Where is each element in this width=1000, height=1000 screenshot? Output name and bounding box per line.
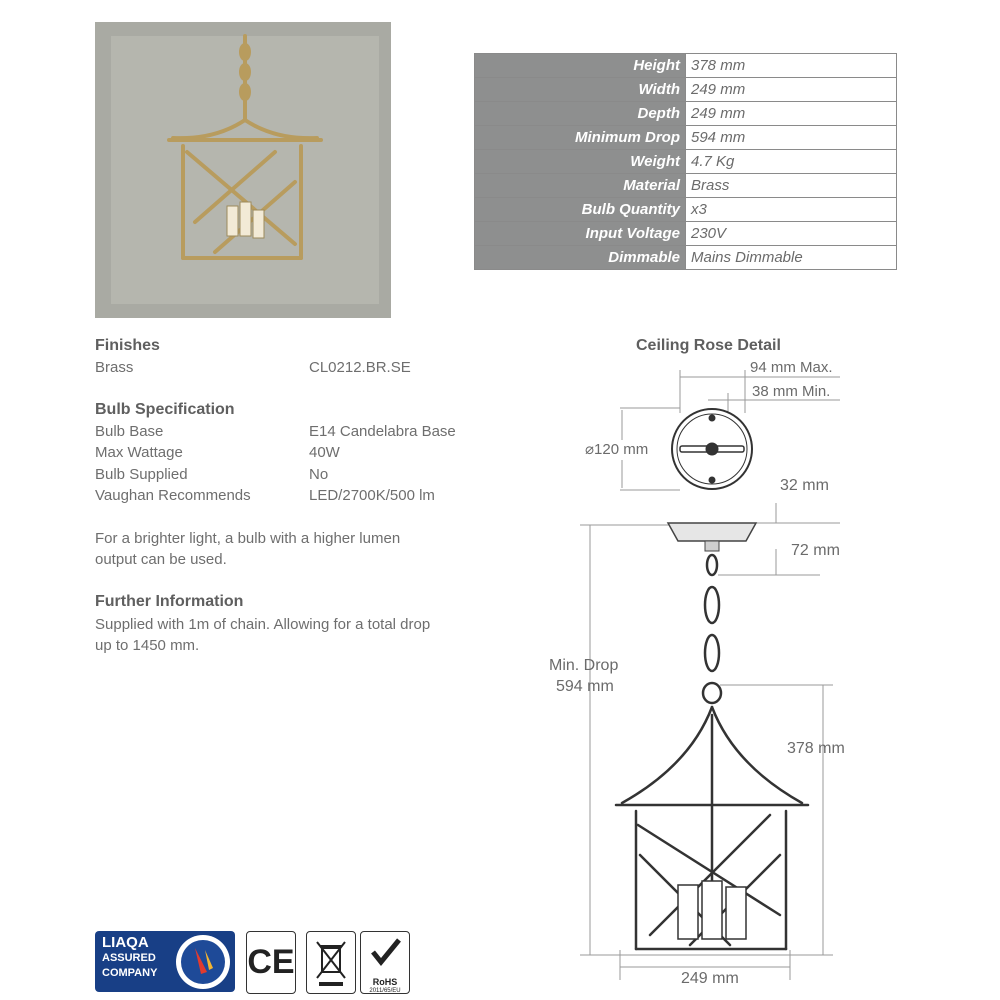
spec-value: 4.7 Kg [686, 150, 897, 174]
table-row [475, 54, 897, 78]
spec-value: 230V [686, 222, 897, 246]
dim-72mm: 72 mm [791, 542, 840, 559]
spec-value: 378 mm [686, 54, 897, 78]
spec-value: Mains Dimmable [686, 246, 897, 270]
finish-code: CL0212.BR.SE [309, 359, 411, 376]
dim-min-drop-value: 594 mm [556, 678, 614, 695]
liaqa-emblem-icon [175, 934, 231, 990]
bulb-note-line2: output can be used. [95, 551, 227, 568]
weee-bin-icon [306, 931, 356, 994]
table-row [475, 222, 897, 246]
bulb-spec-value: E14 Candelabra Base [309, 423, 456, 440]
finish-name: Brass [95, 359, 134, 376]
spec-label: Bulb Quantity [475, 198, 686, 222]
bulb-spec-label: Bulb Supplied [95, 466, 188, 483]
diagram-title: Ceiling Rose Detail [636, 337, 781, 354]
further-info-line2: up to 1450 mm. [95, 637, 200, 654]
table-row [475, 246, 897, 270]
dim-diameter: ⌀120 mm [585, 441, 649, 458]
dim-94-max: 94 mm Max. [750, 359, 833, 376]
dim-width: 249 mm [681, 970, 739, 987]
spec-label: Height [475, 54, 686, 78]
bulb-spec-value: LED/2700K/500 lm [309, 487, 435, 504]
ce-mark-text: CE [247, 943, 295, 981]
further-info-line1: Supplied with 1m of chain. Allowing for a total drop [95, 616, 431, 633]
bulb-spec-value: 40W [309, 444, 340, 461]
further-info-heading: Further Information [95, 593, 244, 610]
spec-label: Minimum Drop [475, 126, 686, 150]
bulb-spec-heading: Bulb Specification [95, 401, 235, 418]
spec-value: 249 mm [686, 102, 897, 126]
rohs-text: RoHS [372, 977, 398, 987]
spec-label: Material [475, 174, 686, 198]
spec-value: x3 [686, 198, 897, 222]
finishes-heading: Finishes [95, 337, 160, 354]
rohs-icon [360, 931, 410, 994]
spec-table [474, 53, 897, 270]
spec-label: Depth [475, 102, 686, 126]
dim-min-drop-label: Min. Drop [549, 657, 619, 674]
table-row [475, 174, 897, 198]
product-photo-lantern [95, 22, 391, 318]
bulb-spec-label: Bulb Base [95, 423, 164, 440]
spec-value: 249 mm [686, 78, 897, 102]
dim-32mm: 32 mm [780, 477, 829, 494]
rohs-sub: 2011/65/EU [369, 988, 401, 994]
liaqa-text: COMPANY [102, 967, 158, 979]
liaqa-logo [95, 931, 235, 992]
bulb-spec-value: No [309, 466, 329, 483]
dim-38-min: 38 mm Min. [752, 383, 831, 400]
spec-value: 594 mm [686, 126, 897, 150]
spec-label: Dimmable [475, 246, 686, 270]
spec-label: Weight [475, 150, 686, 174]
spec-value: Brass [686, 174, 897, 198]
liaqa-text: LIAQA [102, 934, 149, 951]
table-row [475, 126, 897, 150]
spec-label: Input Voltage [475, 222, 686, 246]
table-row [475, 102, 897, 126]
ce-mark-icon [246, 931, 296, 994]
table-row [475, 150, 897, 174]
spec-label: Width [475, 78, 686, 102]
bulb-note-line1: For a brighter light, a bulb with a higher lumen [95, 530, 401, 547]
dim-height: 378 mm [787, 740, 845, 757]
table-row [475, 78, 897, 102]
bulb-spec-label: Vaughan Recommends [95, 487, 251, 504]
table-row [475, 198, 897, 222]
bulb-spec-label: Max Wattage [95, 444, 183, 461]
liaqa-text: ASSURED [102, 952, 156, 964]
